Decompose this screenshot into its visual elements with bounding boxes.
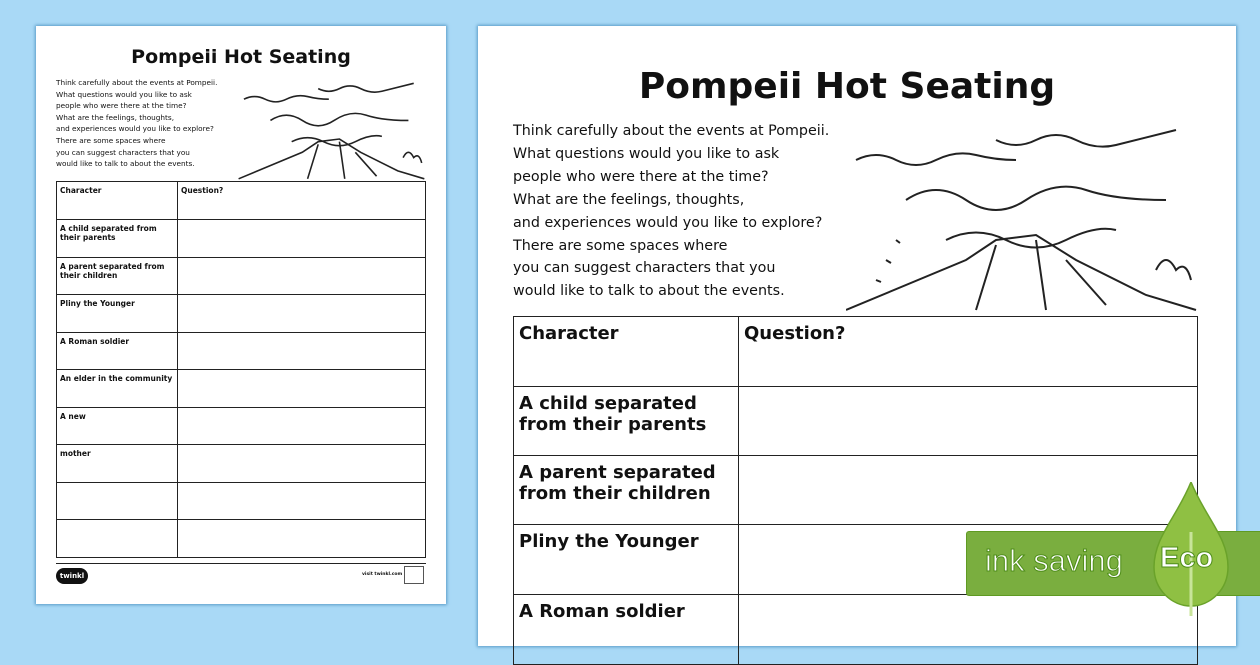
- page-title: Pompeii Hot Seating: [131, 46, 351, 68]
- footer-divider: [56, 563, 426, 564]
- intro-line: What are the feelings, thoughts,: [56, 112, 175, 122]
- question-cell[interactable]: [178, 258, 426, 295]
- character-cell: mother: [57, 445, 178, 483]
- twinkl-logo: twinkl: [56, 568, 88, 584]
- character-cell: Pliny the Younger: [514, 525, 739, 595]
- intro-line: people who were there at the time?: [513, 168, 769, 185]
- footer-url: visit twinkl.com: [362, 572, 403, 577]
- intro-line: What are the feelings, thoughts,: [513, 191, 745, 208]
- intro-line: would like to talk to about the events.: [513, 283, 785, 300]
- question-cell[interactable]: [178, 370, 426, 408]
- eco-label: Eco: [1160, 542, 1214, 574]
- badge-icon: [404, 566, 424, 584]
- intro-line: you can suggest characters that you: [513, 260, 776, 277]
- question-cell[interactable]: [178, 483, 426, 520]
- character-cell[interactable]: [57, 483, 178, 520]
- question-cell[interactable]: [739, 387, 1198, 456]
- question-cell[interactable]: [178, 520, 426, 558]
- intro-text: [513, 120, 829, 303]
- intro-line: There are some spaces where: [56, 135, 166, 145]
- character-table: [513, 316, 1198, 665]
- volcano-illustration: [846, 120, 1198, 316]
- character-cell[interactable]: [57, 520, 178, 558]
- character-cell: A child separated from their parents: [514, 387, 739, 456]
- character-cell: A parent separated from their children: [57, 258, 178, 295]
- intro-line: What questions would you like to ask: [56, 89, 192, 99]
- header-question: Question?: [178, 182, 426, 220]
- header-character: Character: [57, 182, 178, 220]
- character-cell: A parent separated from their children: [514, 456, 739, 525]
- intro-text: [56, 77, 217, 170]
- character-cell: A new: [57, 408, 178, 445]
- character-cell: A child separated from their parents: [57, 220, 178, 258]
- intro-line: would like to talk to about the events.: [56, 159, 195, 169]
- intro-line: There are some spaces where: [513, 237, 728, 254]
- intro-line: people who were there at the time?: [56, 101, 187, 111]
- character-cell: An elder in the community: [57, 370, 178, 408]
- character-cell: A Roman soldier: [514, 595, 739, 665]
- header-character: Character: [514, 317, 739, 387]
- intro-line: Think carefully about the events at Pompeii.: [56, 78, 218, 87]
- ink-saving-label: ink saving: [985, 543, 1123, 578]
- question-cell[interactable]: [178, 220, 426, 258]
- character-cell: Pliny the Younger: [57, 295, 178, 333]
- question-cell[interactable]: [178, 295, 426, 333]
- character-cell: A Roman soldier: [57, 333, 178, 370]
- question-cell[interactable]: [178, 445, 426, 483]
- intro-line: you can suggest characters that you: [56, 147, 190, 157]
- intro-line: and experiences would you like to explore?: [513, 214, 823, 231]
- intro-line: What questions would you like to ask: [513, 145, 780, 162]
- intro-line: and experiences would you like to explore?: [56, 124, 214, 134]
- character-table: [56, 181, 426, 558]
- intro-line: Think carefully about the events at Pompeii.: [513, 123, 830, 139]
- volcano-illustration: [236, 78, 428, 182]
- page-title: Pompeii Hot Seating: [638, 66, 1056, 107]
- question-cell[interactable]: [178, 333, 426, 370]
- worksheet-thumbnail: [36, 26, 446, 604]
- question-cell[interactable]: [739, 456, 1198, 525]
- question-cell[interactable]: [178, 408, 426, 445]
- header-question: Question?: [739, 317, 1198, 387]
